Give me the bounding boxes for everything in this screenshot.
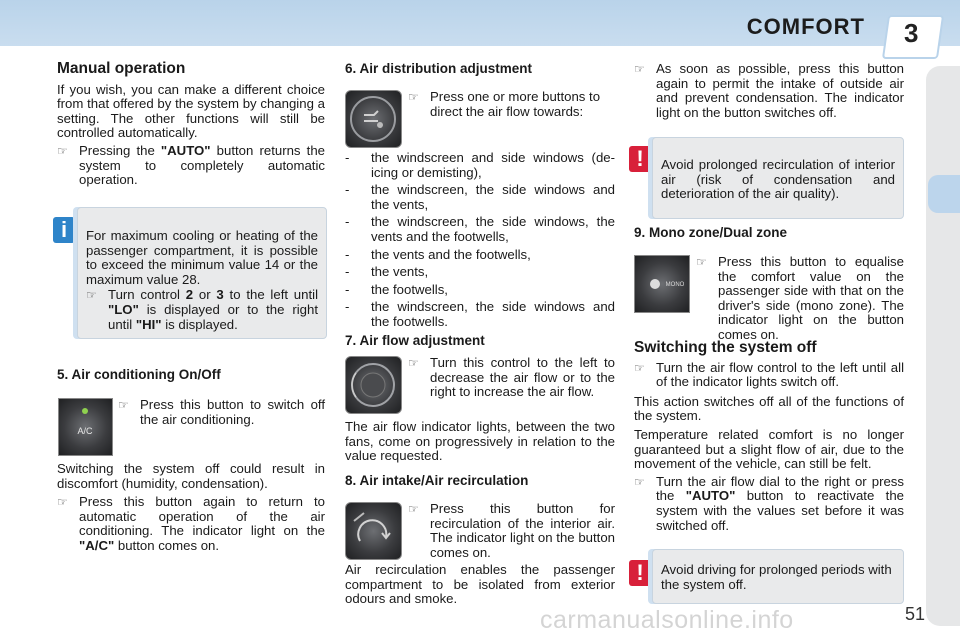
- flow-paragraph: The air flow indicator lights, between the two fans, come on progressively in relation to the value requested.: [345, 419, 615, 464]
- distribution-bullet: ☞ Press one or more buttons to direct the air flow towards:: [408, 89, 601, 119]
- section-title-intake: 8. Air intake/Air recirculation: [345, 473, 529, 488]
- info-note: [77, 207, 327, 339]
- distribution-list: [345, 148, 615, 330]
- warning-icon: !: [629, 146, 651, 172]
- list-item: - the footwells,: [345, 281, 448, 297]
- list-item: - the vents,: [345, 264, 429, 280]
- pointing-hand-icon: ☞: [118, 398, 129, 412]
- manual-intro: If you wish, you can make a different choice from that offered by the system by changing a setting. The other functions will still be controlled automatically.: [57, 81, 325, 141]
- pointing-hand-icon: ☞: [634, 474, 645, 489]
- section-title-mono: 9. Mono zone/Dual zone: [634, 225, 788, 240]
- page-number: 51: [905, 604, 926, 624]
- warning-icon: !: [629, 560, 651, 586]
- pointing-hand-icon: ☞: [634, 62, 645, 76]
- pointing-hand-icon: ☞: [408, 502, 419, 516]
- side-strip: [926, 66, 960, 626]
- side-tab-marker: [928, 175, 960, 213]
- section-title-ac: 5. Air conditioning On/Off: [57, 367, 221, 382]
- ac-button-image: [58, 398, 113, 456]
- page-title: COMFORT: [746, 14, 865, 39]
- info-icon: i: [53, 217, 75, 243]
- pointing-hand-icon: ☞: [634, 360, 645, 375]
- manual-bullet: ☞ Pressing the "AUTO" button returns the system to completely automatic operation.: [57, 142, 325, 188]
- section-title-off: Switching the system off: [634, 339, 817, 356]
- pointing-hand-icon: ☞: [408, 356, 419, 370]
- section-title-manual: Manual operation: [57, 60, 186, 77]
- distribution-control-image: [345, 90, 402, 148]
- section-title-flow: 7. Air flow adjustment: [345, 333, 485, 348]
- list-item: - the windscreen and side windows (de-icing or demisting),: [345, 150, 615, 180]
- ac-bullet-2: ☞ Press this button again to return to automatic operation of the air conditioning. The indicator light on the "A/C" button comes on.: [57, 494, 325, 553]
- flow-control-image: [345, 356, 402, 414]
- list-item: - the windscreen, the side windows and the vents,: [345, 182, 615, 212]
- pointing-hand-icon: ☞: [408, 90, 419, 104]
- pointing-hand-icon: ☞: [86, 288, 97, 303]
- pointing-hand-icon: ☞: [57, 495, 68, 510]
- mono-bullet: ☞ Press this button to equalise the comfort value on the passenger side with that on the driver's side (mono zone). The indicator light on the button comes on.: [696, 254, 904, 342]
- off-bullet-2: ☞ Turn the air flow dial to the right or press the "AUTO" button to reactivate the system with the values set before it was switched off.: [634, 473, 904, 533]
- section-title-distribution: 6. Air distribution adjustment: [345, 61, 533, 76]
- list-item: - the windscreen, the side windows and the footwells.: [345, 299, 615, 329]
- intake-bullet: ☞ Press this button for recirculation of the interior air. The indicator light on the button comes on.: [408, 501, 615, 560]
- chapter-number: 3: [904, 18, 919, 48]
- warning-note-off: Avoid driving for prolonged periods with the system off.: [652, 549, 904, 604]
- flow-bullet: ☞ Turn this control to the left to decrease the air flow or to the right to increase the air flow.: [408, 355, 615, 400]
- off-bullet-1: ☞ Turn the air flow control to the left until all of the indicator lights switch off.: [634, 359, 904, 390]
- pointing-hand-icon: ☞: [57, 143, 68, 158]
- mono-control-image: [634, 255, 690, 313]
- warning-note-recirculation: Avoid prolonged recirculation of interior air (risk of condensation and deterioration of the air quality).: [652, 137, 904, 219]
- pointing-hand-icon: ☞: [696, 255, 707, 269]
- list-item: - the windscreen, the side windows, the vents and the footwells,: [345, 214, 615, 244]
- info-note-text: For maximum cooling or heating of the passenger compartment, it is possible to exceed the minimum value 14 or the maximum value 28.: [86, 228, 318, 287]
- mono-control-label: MONO: [665, 282, 685, 288]
- off-paragraph-2: Temperature related comfort is no longer guaranteed but a slight flow of air, due to the movement of the vehicle, can still be felt.: [634, 426, 904, 472]
- recirculation-off-bullet: ☞ As soon as possible, press this button again to permit the intake of outside air and prevent condensation. The indicator light on the button switches off.: [634, 61, 904, 120]
- info-note-bullet: ☞ Turn control 2 or 3 to the left until "LO" is displayed or to the right until "HI" is displayed.: [86, 287, 318, 332]
- ac-bullet: ☞ Press this button to switch off the air conditioning.: [118, 397, 325, 427]
- ac-paragraph: Switching the system off could result in discomfort (humidity, condensation).: [57, 461, 325, 491]
- column-1: [57, 62, 325, 188]
- watermark: carmanualsonline.info: [540, 606, 794, 634]
- intake-paragraph: Air recirculation enables the passenger compartment to be isolated from exterior odours and smoke.: [345, 562, 615, 607]
- ac-control-label: A/C: [77, 426, 93, 436]
- ac-section: [57, 368, 325, 383]
- recirculation-control-image: [345, 502, 402, 560]
- off-paragraph-1: This action switches off all of the functions of the system.: [634, 393, 904, 424]
- list-item: - the vents and the footwells,: [345, 246, 531, 262]
